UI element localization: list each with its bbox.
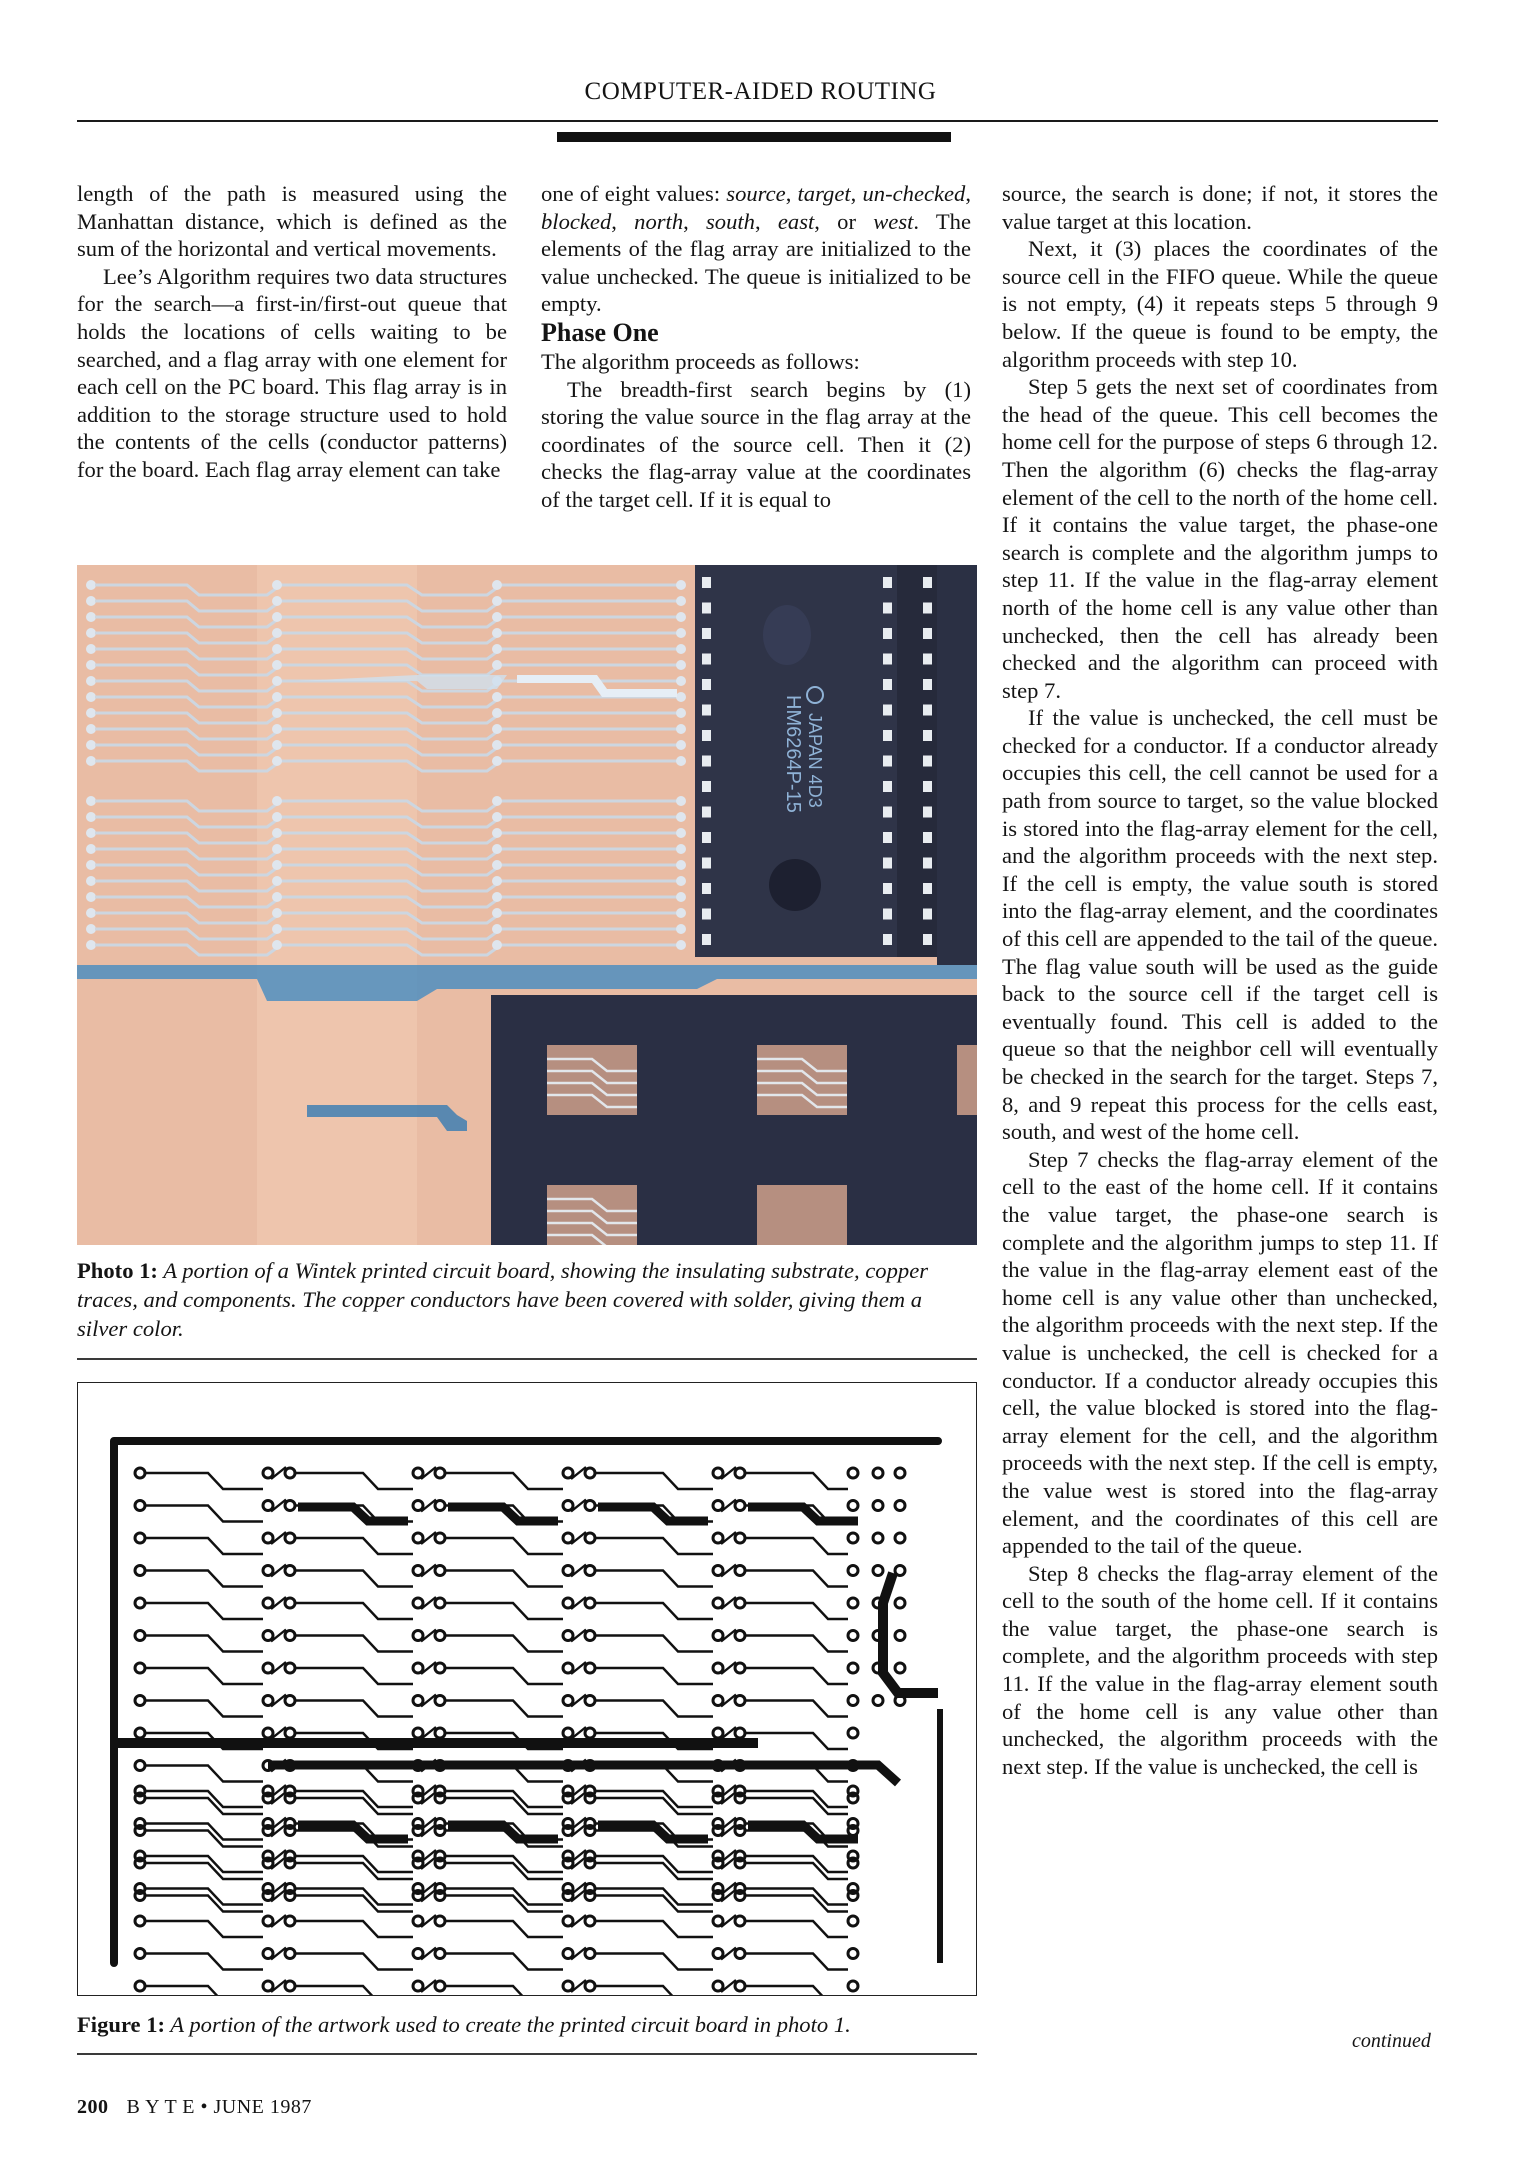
artwork-pad [135,1566,145,1576]
photo-pad [86,844,96,854]
artwork-pad [135,1598,145,1608]
magazine-issue: B Y T E • JUNE 1987 [126,2096,312,2118]
artwork-pad [135,1786,145,1796]
chip-label-line2: HM6264P-15 [782,695,804,813]
page-footer [77,2096,312,2119]
caption-text: A portion of the artwork used to create the printed circuit board in photo 1. [165,2012,851,2037]
paragraph: The breadth-first search begins by (1) storing the value source in the flag array at the coordinates of the source cell. Then it (2) checks the flag-array value at the coordinates of the target cell. If it is equal to [541,376,971,512]
column-2 [541,180,971,514]
photo-pad [86,876,96,886]
continued-label: continued [1352,2030,1431,2052]
header-rule [77,120,1438,122]
photo-pad [86,676,96,686]
paragraph: Step 8 checks the flag-array element of the cell to the south of the home cell. If it contains the value target, the phase-one search is complete, and the algorithm proceeds with step 11. If the value in the flag-array element south of the home cell is any value other than unchecked, the algorithm proceeds with the next step. If the value is unchecked, the cell is [1002,1560,1438,1779]
caption-rule [77,1358,977,1360]
artwork-pad [135,1981,145,1991]
chip-label-line1: JAPAN 4D3 [805,713,825,808]
flag-value: south [706,208,755,234]
header-bar [557,132,951,142]
artwork-pad [135,1468,145,1478]
column-3 [1002,180,1438,1780]
photo-pad [86,628,96,638]
photo-pad [86,724,96,734]
flag-values-paragraph: one of eight values: source, target, un-checked, blocked, north, south, east, or west. The elements of the flag array are initialized to the value unchecked. The queue is initialized to be empty. [541,181,972,317]
artwork-pad [135,1916,145,1926]
photo-pad [86,908,96,918]
photo-pad [86,740,96,750]
pcb-photo-image [77,565,977,1245]
paragraph: Step 7 checks the flag-array element of the cell to the east of the home cell. If it contains the value target, the phase-one search is complete and the algorithm jumps to step 11. If the value in the flag-array element east of the home cell is any value other than unchecked, the algorithm proceeds with the next step. If the value is unchecked, the cell is checked for a conductor. If a conductor already occupies this cell, the value blocked is stored into the flag-array element for the cell, and the algorithm proceeds with the next step. If the cell is empty, the value west is stored into the flag-array element, and the coordinates of this cell are appended to the tail of the queue. [1002,1146,1438,1559]
paragraph: The algorithm proceeds as follows: [541,348,860,374]
paragraph: Lee’s Algorithm requires two data structures for the search—a first-in/first-out queue that holds the locations of cells waiting to be searched, and a flag array with one element for each cell on the PC board. This flag array is in addition to the storage structure used to hold the contents of the cells (conductor patterns) for the board. Each flag array element can take [77,263,507,482]
photo-pcb [77,565,977,1245]
photo-pad [86,644,96,654]
flag-value: blocked [541,208,612,234]
caption-label: Photo 1: [77,1258,158,1283]
photo-pad [86,796,96,806]
artwork-pad [135,1533,145,1543]
paragraph: Next, it (3) places the coordinates of the source cell in the FIFO queue. While the queue is not empty, (4) it repeats steps 5 through 9 below. If the queue is found to be empty, the algorithm proceeds with step 10. [1002,236,1438,372]
flag-value: east [777,208,815,234]
paragraph: length of the path is measured using the Manhattan distance, which is defined as the sum of the horizontal and vertical movements. [77,181,507,262]
caption-rule [77,2053,977,2055]
paragraph: source, the search is done; if not, it stores the value target at this location. [1002,181,1438,234]
photo-pad [86,692,96,702]
caption-text: A portion of a Wintek printed circuit board, showing the insulating substrate, copper traces, and components. The copper conductors have been covered with solder, giving them a silver color. [77,1258,929,1341]
running-head: COMPUTER-AIDED ROUTING [584,78,937,105]
text-span: . The elements of the flag array are initialized to the value unchecked. The queue is initialized to be empty. [541,208,972,317]
artwork-pad [135,1949,145,1959]
photo-pad [86,924,96,934]
artwork-pad [135,1884,145,1894]
photo-pad [86,940,96,950]
photo-pad [86,756,96,766]
flag-value: north [634,208,684,234]
artwork-pad [135,1728,145,1738]
photo-pad [86,596,96,606]
pcb-artwork-image [78,1383,976,1995]
figure-caption [77,2010,977,2039]
artwork-pad [135,1761,145,1771]
column-1 [77,180,507,484]
figure-artwork [77,1382,977,1996]
photo-caption [77,1256,977,1343]
artwork-pad [135,1631,145,1641]
caption-label: Figure 1: [77,2012,166,2037]
page-number: 200 [77,2096,109,2118]
paragraph: Step 5 gets the next set of coordinates from the head of the queue. This cell becomes the home cell for the purpose of steps 6 through 12. Then the algorithm (6) checks the flag-array element of the cell to the north of the home cell. If it contains the value target, the phase-one search is complete and the algorithm jumps to step 11. If the value in the flag-array element north of the home cell is any value other than unchecked, then the cell has already been checked and the algorithm can proceed with step 7. [1002,374,1438,703]
photo-pad [86,580,96,590]
photo-pad [86,892,96,902]
section-heading: Phase One [541,317,659,347]
flag-value: target [797,181,851,206]
photo-pad [86,812,96,822]
flag-value: un-checked [862,181,966,206]
artwork-pad [135,1819,145,1829]
artwork-pad [135,1663,145,1673]
photo-pad [86,860,96,870]
paragraph: If the value is unchecked, the cell must be checked for a conductor. If a conductor already occupies this cell, the cell cannot be used for a path from source to target, so the value blocked is stored into the flag-array element for the cell, and the algorithm proceeds with the next step. If the cell is empty, the value south is stored into the flag-array element, and the coordinates of this cell are appended to the tail of the queue. The flag value south will be used as the guide back to the source cell if the target cell is eventually found. This cell is added to the queue so that the neighbor cell will eventually be checked in the search for the target. Steps 7, 8, and 9 repeat this process for the cells east, south, and west of the home cell. [1002,705,1438,1145]
artwork-pad [135,1501,145,1511]
text-span: one of eight values: [541,181,727,206]
photo-pad [86,660,96,670]
photo-pad [86,828,96,838]
photo-pad [86,612,96,622]
artwork-pad [135,1696,145,1706]
photo-pad [86,708,96,718]
artwork-pad [135,1851,145,1861]
flag-value: west [873,208,914,234]
flag-value: source [726,181,786,206]
